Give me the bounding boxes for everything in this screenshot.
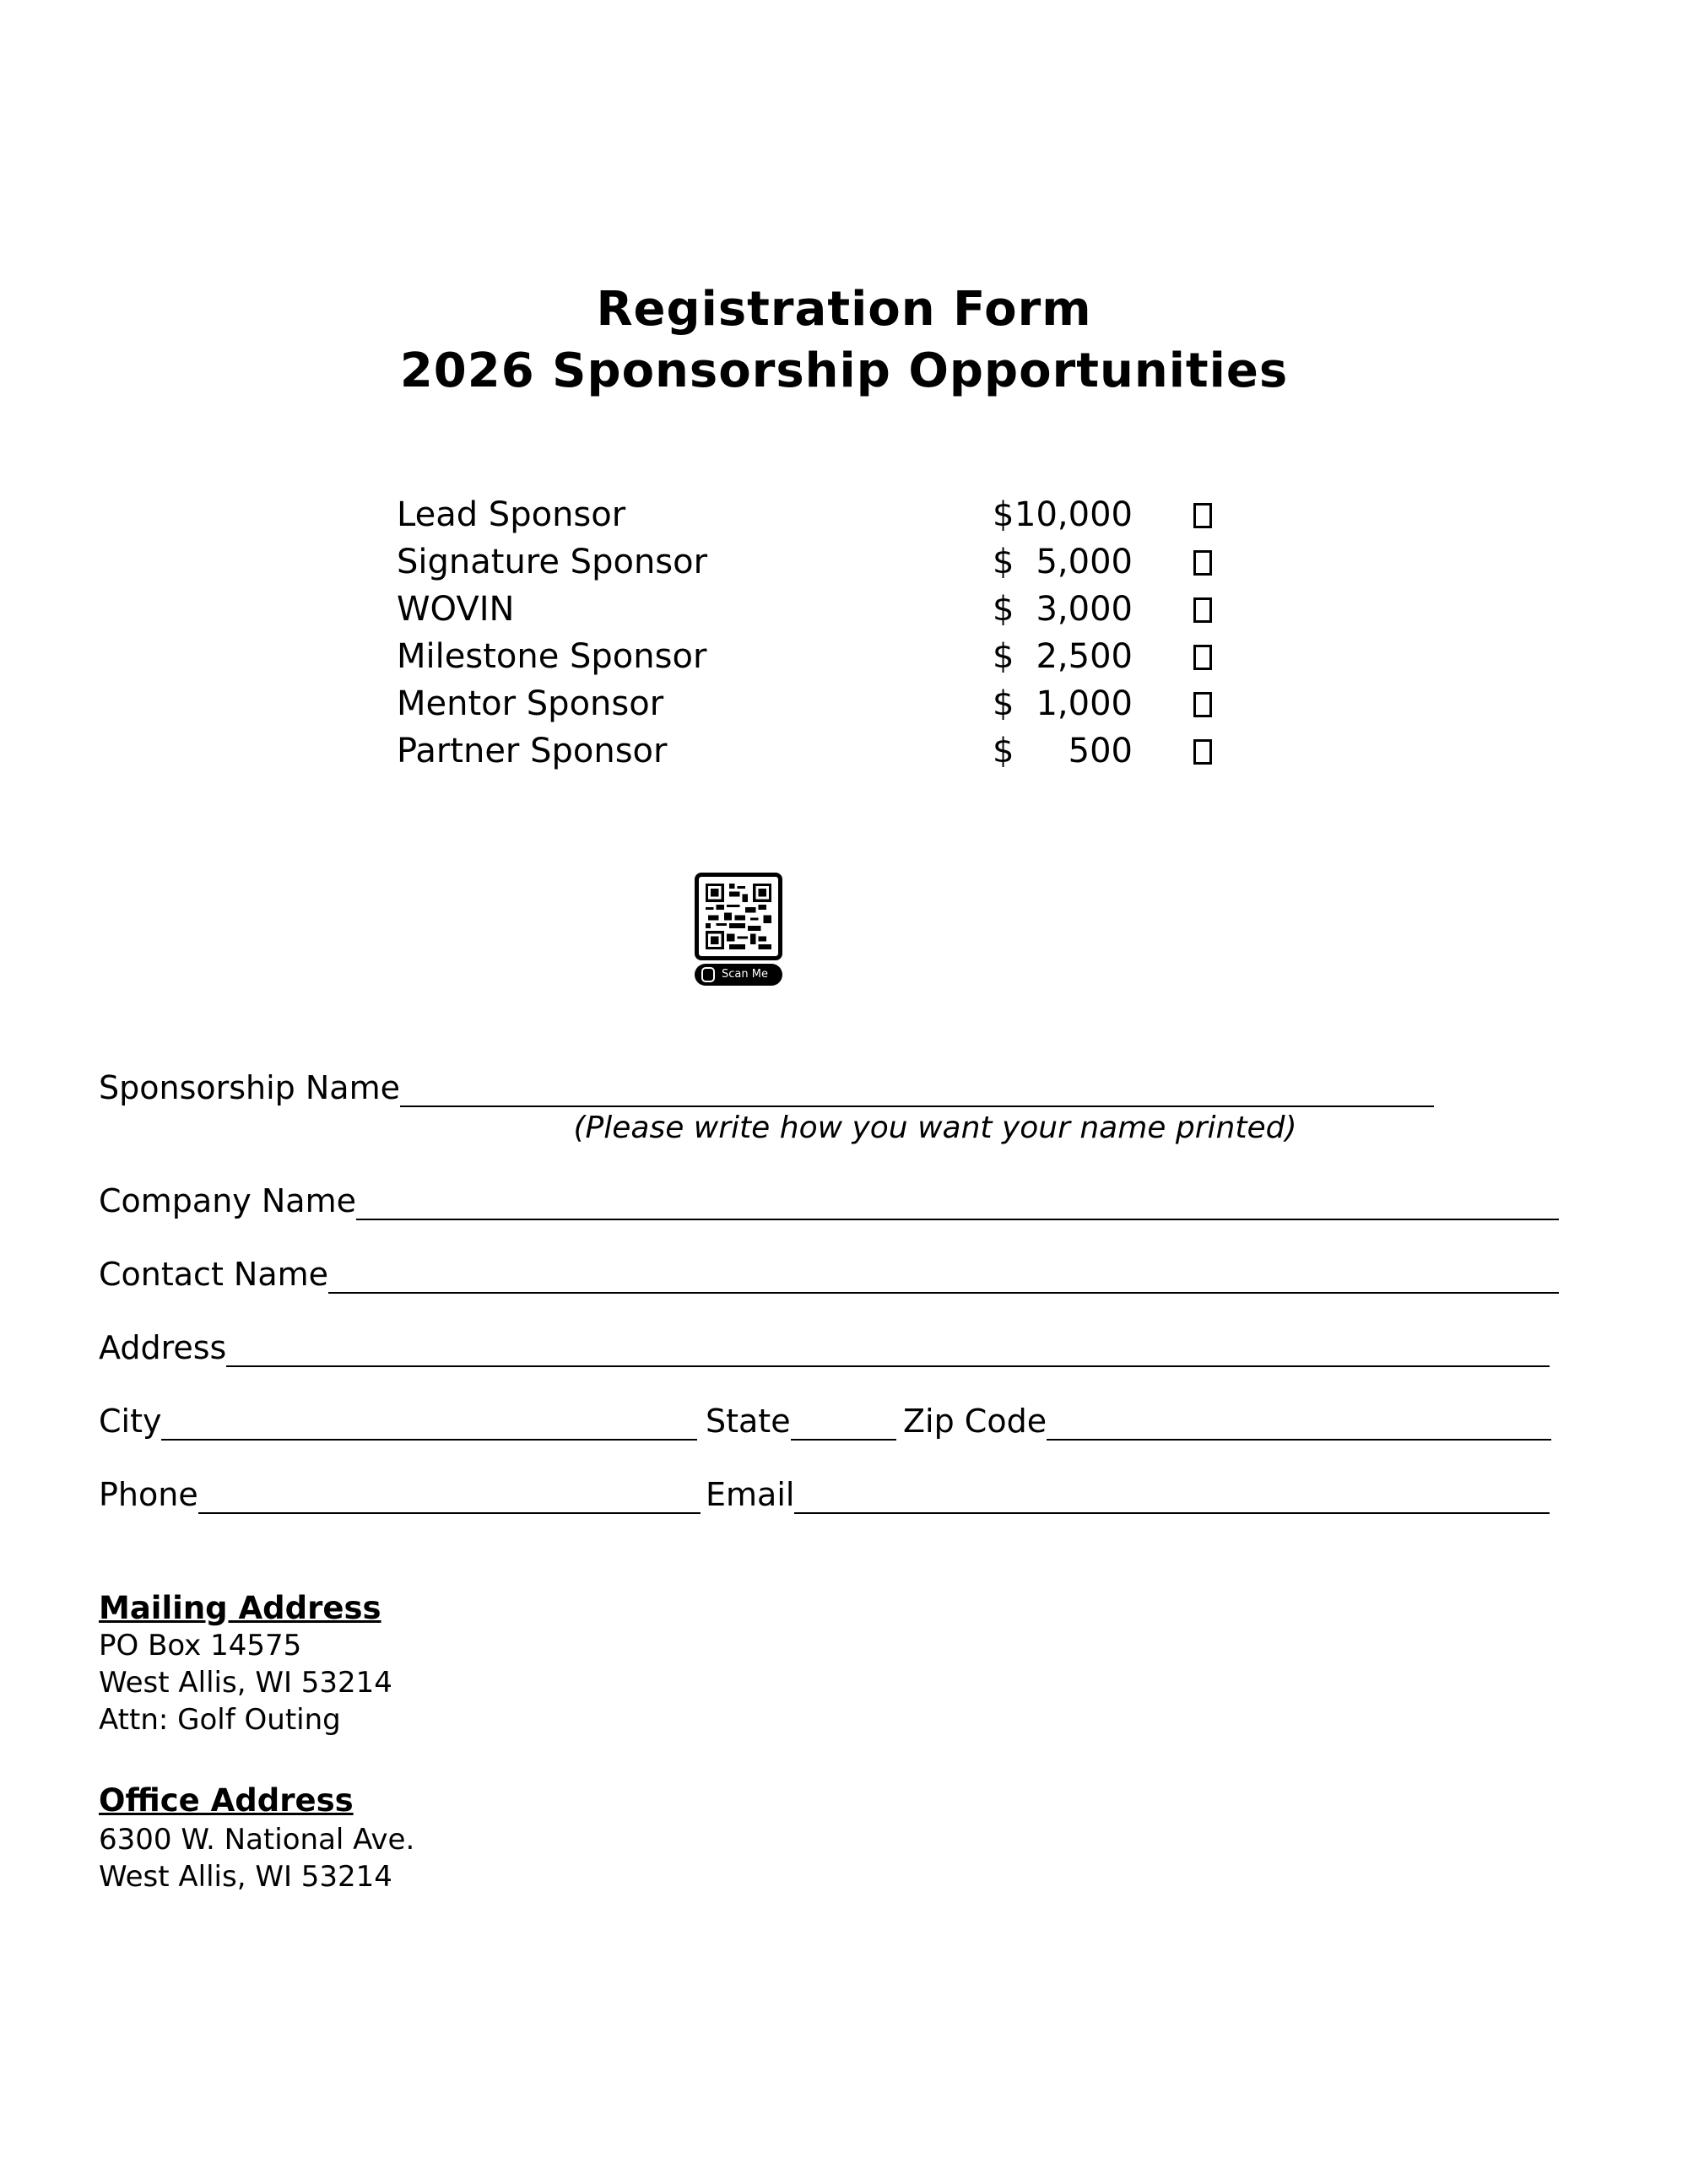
sponsorship-option	[397, 680, 1241, 727]
contact-name-line[interactable]	[328, 1263, 1559, 1294]
state-field[interactable]	[706, 1402, 896, 1441]
mailing-line: Attn: Golf Outing	[99, 1703, 341, 1737]
sponsorship-checkbox[interactable]	[1193, 597, 1212, 623]
sponsorship-option	[397, 491, 1241, 538]
zip-code-line[interactable]	[1047, 1410, 1551, 1441]
sponsorship-checkbox[interactable]	[1193, 503, 1212, 528]
form-subtitle: 2026 Sponsorship Opportunities	[399, 343, 1289, 398]
city-label: City	[99, 1403, 162, 1440]
sponsorship-option	[397, 633, 1241, 680]
sponsorship-name-label: Sponsorship Name	[99, 1069, 400, 1106]
sponsorship-level-name: Mentor Sponsor	[397, 684, 664, 723]
company-name-field[interactable]	[99, 1181, 1559, 1220]
sponsorship-level-name: Signature Sponsor	[397, 543, 708, 581]
mailing-line: PO Box 14575	[99, 1629, 302, 1662]
email-field[interactable]	[706, 1475, 1550, 1514]
mailing-address	[99, 1590, 392, 1738]
office-address	[99, 1782, 414, 1895]
mailing-address-heading: Mailing Address	[99, 1590, 381, 1626]
currency-symbol: $	[993, 495, 1014, 534]
currency-symbol: $	[993, 590, 1014, 629]
sponsorship-checkbox[interactable]	[1193, 550, 1212, 576]
address-line[interactable]	[226, 1337, 1550, 1367]
company-name-label: Company Name	[99, 1182, 356, 1219]
phone-icon	[701, 967, 715, 982]
phone-line[interactable]	[198, 1484, 701, 1514]
sponsorship-checkbox[interactable]	[1193, 692, 1212, 717]
sponsorship-amount: 3,000	[1036, 590, 1133, 629]
sponsorship-amount: 5,000	[1036, 543, 1133, 581]
contact-name-label: Contact Name	[99, 1256, 329, 1293]
sponsorship-level-name: Partner Sponsor	[397, 732, 668, 770]
scan-me-label	[695, 964, 782, 986]
sponsorship-amount: 1,000	[1036, 684, 1133, 723]
sponsorship-option	[397, 586, 1241, 633]
form-title: Registration Form	[596, 282, 1092, 337]
sponsorship-amount: 500	[1068, 732, 1133, 770]
sponsorship-checkbox[interactable]	[1193, 645, 1212, 670]
city-field[interactable]	[99, 1402, 697, 1441]
sponsorship-option	[397, 727, 1241, 775]
sponsorship-option	[397, 538, 1241, 586]
email-line[interactable]	[794, 1484, 1550, 1514]
sponsorship-amount: 2,500	[1036, 637, 1133, 676]
scan-me-text: Scan Me	[722, 968, 768, 981]
sponsorship-level-name: Lead Sponsor	[397, 495, 626, 534]
phone-label: Phone	[99, 1476, 198, 1513]
currency-symbol: $	[993, 684, 1014, 723]
zip-code-field[interactable]	[903, 1402, 1551, 1441]
state-line[interactable]	[791, 1410, 896, 1441]
state-label: State	[706, 1403, 791, 1440]
sponsorship-name-field[interactable]	[99, 1068, 1434, 1107]
zip-code-label: Zip Code	[903, 1403, 1047, 1440]
office-address-heading: Office Address	[99, 1782, 354, 1819]
sponsorship-name-line[interactable]	[400, 1077, 1434, 1107]
mailing-line: West Allis, WI 53214	[99, 1666, 392, 1700]
sponsorship-level-name: WOVIN	[397, 590, 515, 629]
contact-name-field[interactable]	[99, 1255, 1559, 1294]
office-line: 6300 W. National Ave.	[99, 1823, 415, 1857]
company-name-line[interactable]	[356, 1190, 1559, 1220]
address-label: Address	[99, 1329, 227, 1366]
currency-symbol: $	[993, 732, 1014, 770]
address-field[interactable]	[99, 1328, 1550, 1367]
qr-code	[695, 873, 782, 960]
office-line: West Allis, WI 53214	[99, 1860, 392, 1894]
currency-symbol: $	[993, 543, 1014, 581]
city-line[interactable]	[161, 1410, 697, 1441]
phone-field[interactable]	[99, 1475, 701, 1514]
sponsorship-level-name: Milestone Sponsor	[397, 637, 707, 676]
currency-symbol: $	[993, 637, 1014, 676]
email-label: Email	[706, 1476, 795, 1513]
sponsorship-name-note: (Please write how you want your name printed)	[573, 1111, 1297, 1145]
sponsorship-checkbox[interactable]	[1193, 739, 1212, 765]
sponsorship-amount: 10,000	[1014, 495, 1133, 534]
